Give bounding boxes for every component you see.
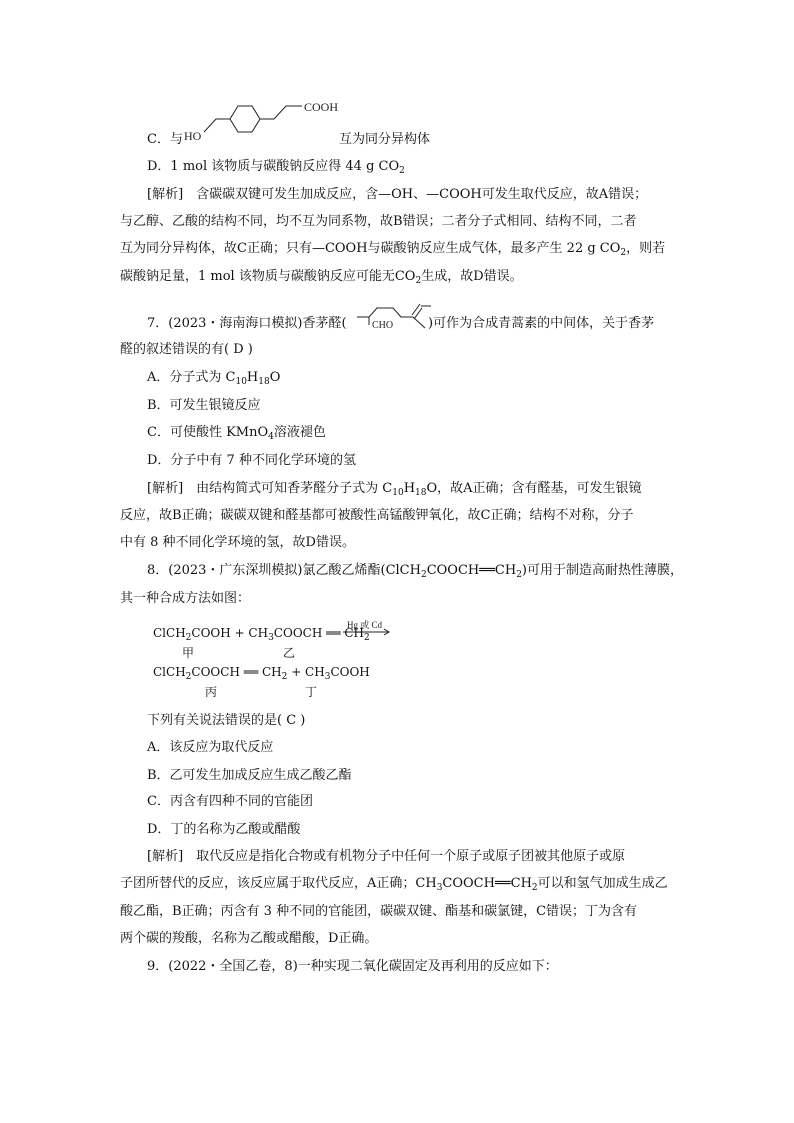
q7-explanation-line-3: 中有 8 种不同化学环境的氢，故D错误。 <box>120 535 355 550</box>
q8-option-b: B．乙可发生加成反应生成乙酸乙酯 <box>147 768 352 783</box>
reaction-arrow <box>343 618 393 638</box>
q7-option-a: A．分子式为 $C_{10}H_{18}O$ <box>147 370 281 387</box>
q8-explanation-line-1: [解析] 取代反应是指化合物或有机物分子中任何一个原子或原子团被其他原子或原 <box>147 849 626 864</box>
q7-option-b: B．可发生银镜反应 <box>147 398 261 413</box>
q8-stem: 下列有关说法错误的是( C ) <box>147 713 306 728</box>
q8-explanation-line-4: 两个碳的羧酸，名称为乙酸或醋酸，D正确。 <box>120 931 378 946</box>
question-7-line-2: 醛的叙述错误的有( D ) <box>120 342 253 357</box>
reaction-reactants: ClCH$_2$COOH + $CH_3COOCH$ ══ $CH_2$ <box>153 626 370 643</box>
q7-explanation-line-1: [解析] 由结构简式可知香茅醛分子式为 $C_{10}H_{18}O$，故A正确；含有醛基，可发生银镜 <box>147 481 642 498</box>
cho-label: CHO <box>372 320 394 331</box>
q8-option-a: A．该反应为取代反应 <box>147 740 274 755</box>
option-c-suffix: 互为同分异构体 <box>339 132 431 147</box>
label-jia: 甲 <box>182 646 195 660</box>
q7-option-d: D．分子中有 7 种不同化学环境的氢 <box>147 453 356 468</box>
q7-option-c: C．可使酸性 KMnO$_4$溶液褪色 <box>147 425 326 442</box>
cyclohexane-structure-image <box>180 96 345 146</box>
q8-explanation-line-2: 子团所替代的反应，该反应属于取代反应，A正确；$CH_3COOCH══CH_2$可以和氢气加成生成乙 <box>120 876 668 893</box>
q8-option-c: C．丙含有四种不同的官能团 <box>147 794 313 809</box>
q8-option-d: D．丁的名称为乙酸或醋酸 <box>147 822 301 837</box>
question-8-line-2: 其一种合成方法如图： <box>120 591 251 606</box>
explanation-6-line-1: [解析] 含碳碳双键可发生加成反应，含—OH、—COOH可发生取代反应，故A错误； <box>147 187 648 202</box>
explanation-6-line-2: 与乙醇、乙酸的结构不同，均不互为同系物，故B错误；二者分子式相同、结构不同，二者 <box>120 214 637 229</box>
label-yi: 乙 <box>283 646 296 660</box>
q8-explanation-line-3: 酸乙酯，B正确；丙含有 3 种不同的官能团，碳碳双键、酯基和碳氯键，C错误；丁为含有 <box>120 904 638 919</box>
ho-label: HO <box>184 129 202 143</box>
q7-explanation-line-2: 反应，故B正确；碳碳双键和醛基都可被酸性高锰酸钾氧化，故C正确；结构不对称，分子 <box>120 508 634 523</box>
question-7-line-1b: )可作为合成青蒿素的中间体，关于香茅 <box>428 316 655 331</box>
label-bing: 丙 <box>205 685 218 699</box>
option-d: D．1 mol 该物质与碳酸钠反应得 44 g $CO_2$ <box>147 159 405 176</box>
citronellal-structure-image <box>355 298 435 334</box>
cooh-label: COOH <box>304 100 339 114</box>
explanation-6-line-4: 碳酸钠足量，1 mol 该物质与碳酸钠反应可能无$CO_2$生成，故D错误。 <box>120 269 523 286</box>
option-c <box>147 130 183 150</box>
explanation-6-line-3: 互为同分异构体，故C正确；只有—COOH与碳酸钠反应生成气体，最多产生 22 g $CO_2$，则若 <box>120 241 666 258</box>
reaction-products: ClCH$_2$COOCH ══ $CH_2$ + $CH_3COOH$ <box>153 665 370 682</box>
question-7-line-1a: 7．(2023・海南海口模拟)香茅醛( <box>147 316 347 331</box>
option-c-prefix: C．与 <box>147 132 183 147</box>
label-ding: 丁 <box>305 685 318 699</box>
catalyst-label: Hg 或 Cd <box>347 620 383 630</box>
question-9-line-1: 9．(2022・全国乙卷，8)一种实现二氧化碳固定及再利用的反应如下： <box>147 959 558 974</box>
question-8-line-1: 8．(2023・广东深圳模拟)氯乙酸乙烯酯$(ClCH_2COOCH══CH_2)$可用于制造高耐热性薄膜， <box>147 563 683 580</box>
